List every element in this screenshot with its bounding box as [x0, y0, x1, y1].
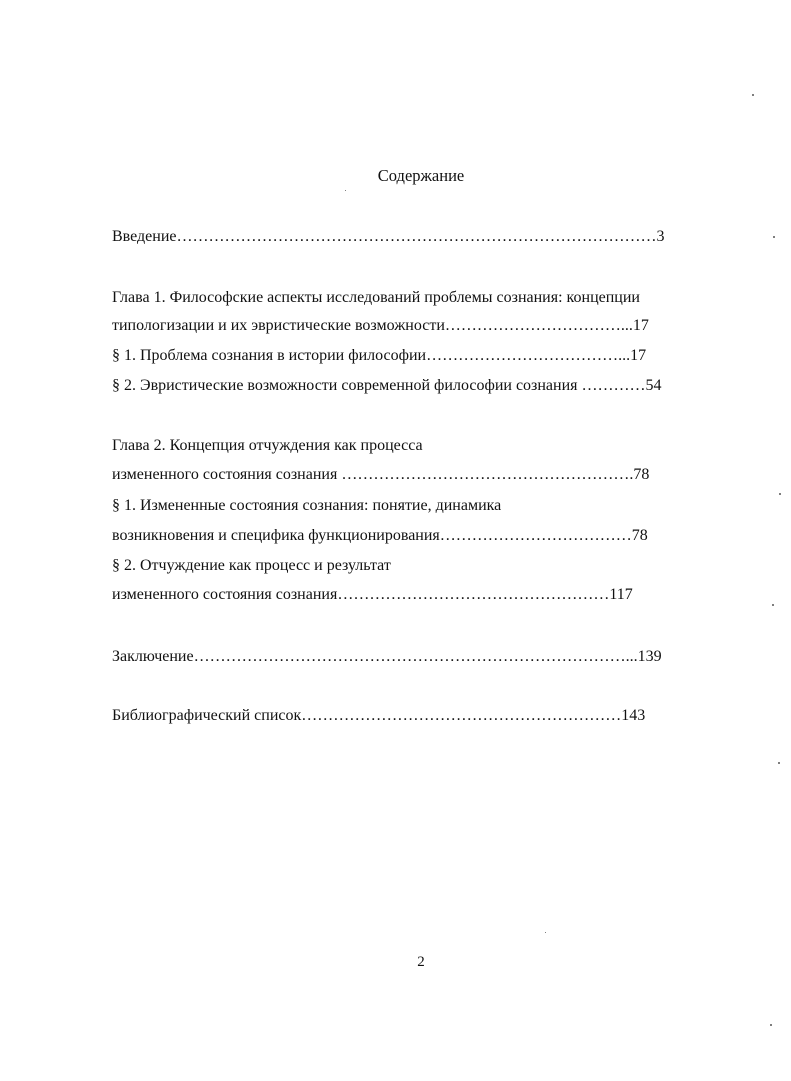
toc-entry-text: Библиографический список……………………………………………………143 [112, 707, 646, 724]
toc-entry-chapter1-section2 [112, 376, 662, 396]
toc-entry-text: § 1. Проблема сознания в истории философии………………………………...17 [112, 347, 647, 364]
toc-entry-chapter2-title [112, 436, 423, 456]
scan-speck [545, 932, 546, 933]
toc-entry-intro [112, 227, 665, 247]
toc-entry-chapter1-section1 [112, 346, 646, 366]
toc-entry-chapter2-section1 [112, 496, 501, 516]
toc-entry-chapter1-title-cont [112, 316, 649, 336]
toc-entry-chapter2-section2 [112, 556, 391, 576]
toc-entry-text: § 2. Отчуждение как процесс и результат [112, 557, 391, 574]
toc-entry-text: Заключение………………………………………………………………………...139 [112, 648, 662, 665]
toc-entry-text: § 2. Эвристические возможности современной философии сознания …………54 [112, 377, 662, 394]
toc-entry-chapter2-title-cont [112, 465, 649, 485]
toc-entry-text: типологизации и их эвристические возможности……………………………...17 [112, 317, 649, 334]
toc-entry-bibliography [112, 706, 645, 726]
toc-entry-chapter1-title [112, 288, 640, 308]
toc-entry-conclusion [112, 647, 662, 667]
toc-entry-text: Введение………………………………………………………………………………3 [112, 228, 665, 245]
toc-entry-text: Глава 1. Философские аспекты исследований проблемы сознания: концепции [112, 289, 640, 306]
scan-speck [778, 762, 780, 764]
toc-entry-text: Глава 2. Концепция отчуждения как процесса [112, 437, 423, 454]
toc-entry-chapter2-section2-cont [112, 585, 633, 605]
toc-entry-text: измененного состояния сознания ……………………………………………….78 [112, 466, 650, 483]
page-title: Содержание [377, 166, 465, 185]
toc-entry-text: измененного состояния сознания……………………………………………117 [112, 586, 633, 603]
toc-entry-text: § 1. Измененные состояния сознания: понятие, динамика [112, 497, 502, 514]
scan-speck [770, 1024, 772, 1026]
page-number: 2 [417, 954, 425, 970]
scan-speck [773, 236, 775, 238]
scan-speck [779, 493, 781, 495]
scan-speck [752, 94, 754, 96]
toc-entry-chapter2-section1-cont [112, 526, 648, 546]
scan-speck [772, 604, 774, 606]
toc-entry-text: возникновения и специфика функционирования………………………………78 [112, 527, 648, 544]
scan-speck [345, 190, 346, 191]
